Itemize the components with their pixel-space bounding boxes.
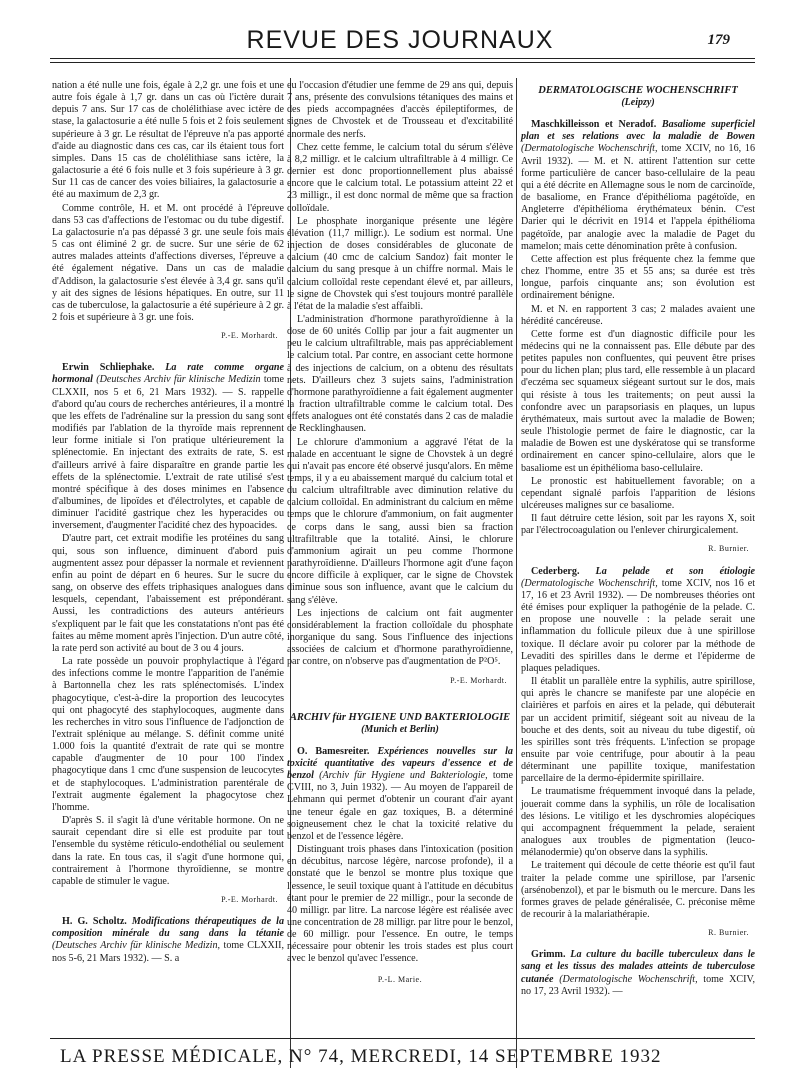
article-title: La pelade et son étiologie (595, 565, 755, 577)
paragraph: eu l'occasion d'étudier une femme de 29 ans qui, depuis 7 ans, présente des convulsions tétaniques des mains et des pieds accompagnées d'accès épileptiformes, de signes de Chvostek et de Trousseau et d'excitabilité anormale des nerfs. (287, 80, 513, 140)
column-1 (52, 80, 284, 966)
paragraph: Le chlorure d'ammonium a aggravé l'état de la malade en accentuant le signe de Chovstek à un degré qui n'avait pas encore été observé jusqu'alors. En même temps, il y a eu abaissement marqué du calcium total et du calcium ultrafiltrable avec diminution relative du calcium colloïdal. En administrant du calcium en même temps que le chlorure d'ammonium, on fait augmenter ce corps dans le sang, aussi bien sa fraction ultrafiltrable que la totalité. Ainsi, le chlorure d'ammonium agirait un peu comme l'hormone parathyroïdienne. D'ailleurs l'hormone agit d'une façon encore difficile à expliquer, car le signe de Chovstek diminue sous son influence, avant que le calcium du sang s'élève. (287, 436, 513, 606)
author-signature: P.-E. Morhardt. (221, 895, 278, 904)
article-header (287, 746, 513, 843)
paragraph: Le traitement qui découle de cette théorie est qu'il faut traiter la pelade comme une spirillose, par l'arsenic (arsénobenzol), et par le bismuth ou le mercure. Dans les formes graves de pelade généralisée, C. préconise même de recourir à la malariathérapie. (521, 860, 755, 920)
paragraph: Il établit un parallèle entre la syphilis, autre spirillose, qui après le chancre se manifeste par une alopécie en clairières et parfois en aires et la pelade, qui débuterait par un accident primitif, siégeant soit au niveau de la bouche et des dents, soit au niveau du tube digestif, où les spirilles sont très fréquents. L'infection se propage ensuite par voie centrifuge, pour aboutir à la peau déterminant une papillite toxique, manifestation parcellaire de la dermo-épidermite spirillaire. (521, 676, 755, 785)
column-divider-2 (516, 78, 517, 1068)
header-rule (50, 58, 755, 59)
paragraph: Le pronostic est habituellement favorable; on a cependant signalé parfois l'apparition de lésions ulcéreuses malignes sur ce basaliome. (521, 475, 755, 511)
author-signature: R. Burnier. (708, 928, 749, 938)
paragraph: Cette affection est plus fréquente chez la femme que chez l'homme, entre 35 et 55 ans; sa durée est très longue, parfois cinquante ans; son évolution est ordinairement bénigne. (521, 253, 755, 302)
article-header (52, 916, 284, 965)
paragraph: Distinguant trois phases dans l'intoxication (position en décubitus, narcose légère, narcose profonde), il a constaté que le benzol se montre plus toxique que l'essence, le seuil toxique quant à l'attitude en décubitus étant pour le premier de 22 milligr., pour la seconde de 40 milligr. par litre. La narcose légère est réalisée avec une concentration de 28 milligr. par litre pour le benzol, de 60 milligr. pour l'essence. En outre, le temps nécessaire pour obtenir les trois stades est plus court avec le benzol qu'avec l'essence. (287, 844, 513, 965)
article-author: O. Bamesreiter. (297, 745, 370, 757)
article-body: tome XCIV, no 16, 16 Avril 1932). — M. et N. attirent l'attention sur cette forme particulière de cancer baso-cellulaire de la peau qui a été décrite en Allemagne sous le nom de carcinoïde, de basaliome, en France d'épithélioma pagétoïde, en Angleterre d'épithélioma érythémateux bénin. C'est Darier qui le décrivit en 1914 et l'appela épithélioma pagétoïde, par analogie avec la maladie de Paget du mamelon; mais cette dénomination prête à confusion. (521, 143, 755, 252)
article-source: (Deutsches Archiv für klinische Medizin, (52, 940, 221, 952)
paragraph: Le phosphate inorganique présente une légère élévation (11,7 milligr.). Le sodium est normal. Une injection de doses considérables de gluconate de calcium (40 cmc de calcium Sandoz) fait monter le calcium du sang presque à un chiffre normal. Mais le calcium colloïdal reste cependant élevé et, par ailleurs, le signe de Chovstek qui s'est toujours montré parallèle à l'état de la maladie s'est affaibli. (287, 215, 513, 312)
article-author: H. G. Scholtz. (62, 916, 127, 928)
article-title: Basaliome superficiel plan et ses relations avec la maladie de Bowen (521, 119, 755, 143)
article-source: (Dermatologische Wochenschrift, (559, 973, 698, 985)
journal-location: (Munich et Berlin) (361, 723, 439, 735)
journal-section-title: REVUE DES JOURNAUX (246, 26, 554, 54)
article-title: Modifications thérapeutiques de la composition minérale du sang dans la tétanie (52, 916, 284, 940)
article-author: Erwin Schliephake. (62, 362, 155, 374)
column-2 (287, 80, 513, 992)
paragraph: Cette forme est d'un diagnostic difficile pour les médecins qui ne la connaissent pas. Elle débute par des petites papules non confluentes, qui peuvent être prises pour du lichen plan; plus tard, elle ressemble à un placard d'eczéma sec squameux siégeant surtout sur le dos, mais qui résiste à tous les traitements; on peut aussi la confondre avec un parapsoriasis en plaques, un lupus érythémateux, mais surtout avec la maladie de Bowen; seule l'histologie permet de faire le diagnostic, car la maladie de Bowen est une dyskératose qui se transforme ordinairement en cancer spino-cellulaire, alors que le basaliome est un épithélioma baso-cellulaire. (521, 328, 755, 474)
paragraph: nation a été nulle une fois, égale à 2,2 gr. une fois et une autre fois égale à 1,7 gr. dans un cas où l'ictère durait depuis 7 ans. Sur 17 cas de cholélithiase avec ictère de stase, la galactosurie a été nulle 5 fois et 2 fois seulement supérieure à 3 gr. Le résultat de l'épreuve n'a pas apporté d'aide au diagnostic dans ces cas, car ils étaient tous fort simples. Dans 15 cas de cholélithiase sans ictère, la galactosurie a été 6 fois nulle et 3 fois supérieure à 3 gr. Sur 11 cas de cancer des voies biliaires, la galactosurie a été au maximum de 2,3 gr. (52, 80, 284, 201)
author-signature: P.-E. Morhardt. (450, 675, 507, 685)
article-title: La rate comme organe hormonal (52, 362, 284, 386)
paragraph: D'autre part, cet extrait modifie les protéines du sang qui, sous son influence, diminuent d'abord puis augmentent assez pour dépasser la normale et reviennent enfin au point de départ en 6 heures. Sur le sucre du sang, on observe des effets triphasiques analogues dans lesquels, cependant, l'abaissement est prépondérant. Aussi, les contradictions des auteurs antérieurs s'expliquent par le fait que les constatations n'ont pas été faites au même moment après l'injection. D'un autre côté, la rate perd son activité au bout de 3 ou 4 jours. (52, 533, 284, 654)
paragraph: Chez cette femme, le calcium total du sérum s'élève à 8,2 milligr. et le calcium ultrafiltrable à 4 milligr. Ce dernier est donc proportionnellement plus abaissé encore que le calcium total. Le potassium atteint 22 et 23 milligr., il est donc normal de même que sa fraction colloïdale. (287, 141, 513, 214)
article-source: (Archiv für Hygiene und Bakteriologie, (319, 770, 488, 782)
article-source: (Dermatologische Wochenschrift, (521, 143, 658, 155)
journal-heading: ARCHIV für HYGIENE UND BAKTERIOLOGIE (289, 711, 511, 723)
header-rule-thin (50, 62, 755, 63)
footer-rule (50, 1038, 755, 1039)
paragraph: Il faut détruire cette lésion, soit par les rayons X, soit par l'électrocoagulation ou l'enlever chirurgicalement. (521, 513, 755, 537)
article-body: tome CLXXII, nos 5 et 6, 21 Mars 1932). — S. rappelle d'abord qu'au cours de recherches antérieures, il a montré que les effets de l'adrénaline sur la pression du sang sont modifiés par l'ablation de la thyroïde mais reprennent leur forme initiale si l'on pratique ultérieurement la splénectomie. En injectant des extraits de rate, S. est d'ailleurs arrivé à faire disparaître en grande partie les effets de la splénectomie. L'extrait de rate utilisé s'est montré spécifique à des doses minimes en l'absence d'albumines, de lipoïdes et d'électrolytes, et capable de diminuer l'acidité gastrique chez les hyperacides ou inversement, d'augmenter l'acidité chez des hypoacides. (52, 374, 284, 532)
article-title: La culture du bacille tuberculeux dans le sang et les tissus des malades atteints de tuberculose cutanée (521, 949, 755, 985)
article-body: tome CVIII, no 3, Juin 1932). — Au moyen de l'appareil de Lehmann qui permet d'obtenir un courant d'air ayant une teneur égale en gaz toxiques, B. a déterminé soigneusement chez le chat la toxicité relative du benzol et de l'essence légère. (287, 770, 514, 842)
page-number: 179 (707, 32, 730, 48)
paragraph: Le traumatisme fréquemment invoqué dans la pelade, jouerait comme dans la syphilis, un rôle de localisation des lésions. Le vitiligo et les dyschromies alopéciques qui accompagnent fréquemment la pelade, seraient analogues aux troubles de pigmentation (leuco-mélanodermie) qu'on observe dans la syphilis. (521, 786, 755, 859)
article-author: Maschkilleisson et Neradof. (531, 119, 657, 131)
article-title: Expériences nouvelles sur la toxicité quantitative des vapeurs d'essence et de benzol (287, 745, 513, 782)
article-body: tome XCIV, nos 16 et 17, 16 et 23 Avril 1932). — De nombreuses théories ont été émises pour expliquer la pathogénie de la pelade. C. en propose une nouvelle : la pelade serait une inflammation du follicule pileux due à une spirillose toxique. Il déclare avoir pu colorer par la méthode de Levaditi des spirilles dans le derme et l'épiderme de plaques peladiques. (521, 577, 755, 674)
article-source: (Dermatologische Wochenschrift, (521, 577, 658, 589)
paragraph: Les injections de calcium ont fait augmenter considérablement la fraction colloïdale du phosphate inorganique du sang. Sous l'influence des injections associées de calcium et d'hormone parathyroïdienne, par contre, on n'observe pas d'augmentation de P²O⁵. (287, 607, 513, 668)
author-signature: P.-L. Marie. (377, 974, 423, 984)
paragraph: L'administration d'hormone parathyroïdienne à la dose de 60 unités Collip par jour a fait augmenter un peu le calcium ultrafiltrable, mais pas appréciablement le calcium total. Par contre, en associant cette hormone à des injections de calcium, on a obtenu des résultats nets. D'ailleurs chez 3 sujets sains, l'administration d'hormone parathyroïdienne a fait également augmenter la fraction ultrafiltrable comme le calcium total. Des effets analogues ont été constatés dans 2 cas de maladie de Recklinghausen. (287, 313, 513, 435)
article-header (52, 362, 284, 532)
article-header (521, 949, 755, 998)
article-body: tome XCIV, no 17, 23 Avril 1932). — (521, 973, 756, 997)
author-signature: R. Burnier. (708, 544, 749, 554)
page-footer: LA PRESSE MÉDICALE, N° 74, MERCREDI, 14 SEPTEMBRE 1932 (60, 1046, 662, 1067)
journal-location: (Leipzy) (621, 97, 655, 108)
author-signature: P.-E. Morhardt. (221, 331, 278, 341)
article-header (521, 119, 755, 253)
article-author: Grimm. (531, 949, 566, 961)
article-author: Cederberg. (531, 565, 580, 577)
article-body: tome CLXXII, nos 5-6, 21 Mars 1932). — S. a (52, 940, 284, 964)
paragraph: La rate possède un pouvoir prophylactique à l'égard des infections comme le montre l'apparition de l'anémie à Bartonnella chez les rats splénectomisés. L'index phagocytique, c'est-à-dire la proportion des leucocytes qui ont phagocyté des staphylocoques, augmente dans les recherches in vitro sous l'influence de l'adjonction de l'extrait splénique au mélange. S. définit comme unité 1.000 fois la quantité d'extrait de rate qui se montre capable d'augmenter de 10 pour 100 l'index phagocytique dans 1 cmc d'une suspension de leucocytes et de staphylocoques. L'administration parentérale de l'extrait augmente également la phagocytose chez l'homme. (52, 656, 284, 813)
paragraph: D'après S. il s'agit là d'une véritable hormone. On ne saurait cependant dire si elle est produite par tout l'ensemble du système réticulo-endothélial ou seulement dans la rate. En tous cas, il s'agit d'une hormone qui, contrairement à l'hormone thyroïdienne, se montre capable de stimuler le vague. (52, 815, 284, 887)
article-header (521, 566, 755, 675)
column-3 (521, 80, 755, 999)
paragraph: Comme contrôle, H. et M. ont procédé à l'épreuve dans 53 cas d'affections de l'estomac ou du tube digestif. La galactosurie n'a pas dépassé 3 gr. une seule fois mais 5 cas ont éliminé 2 gr. de sucre. Sur une série de 62 autres malades atteints d'affections diverses, l'épreuve a été également négative. Dans un cas de maladie d'Addison, la galactosurie s'est élevée à 3,4 gr. sans qu'il y ait des signes de lésions hépatiques. En outre, sur 11 cas de tuberculose, la galactosurie a été supérieure à 2 gr. 2 fois et supérieure à 3 gr. une fois. (52, 202, 284, 323)
journal-heading: DERMATOLOGISCHE WOCHENSCHRIFT (538, 85, 738, 96)
article-source: (Deutsches Archiv für klinische Medizin (96, 374, 261, 386)
paragraph: M. et N. en rapportent 3 cas; 2 malades avaient une hérédité cancéreuse. (521, 303, 755, 327)
